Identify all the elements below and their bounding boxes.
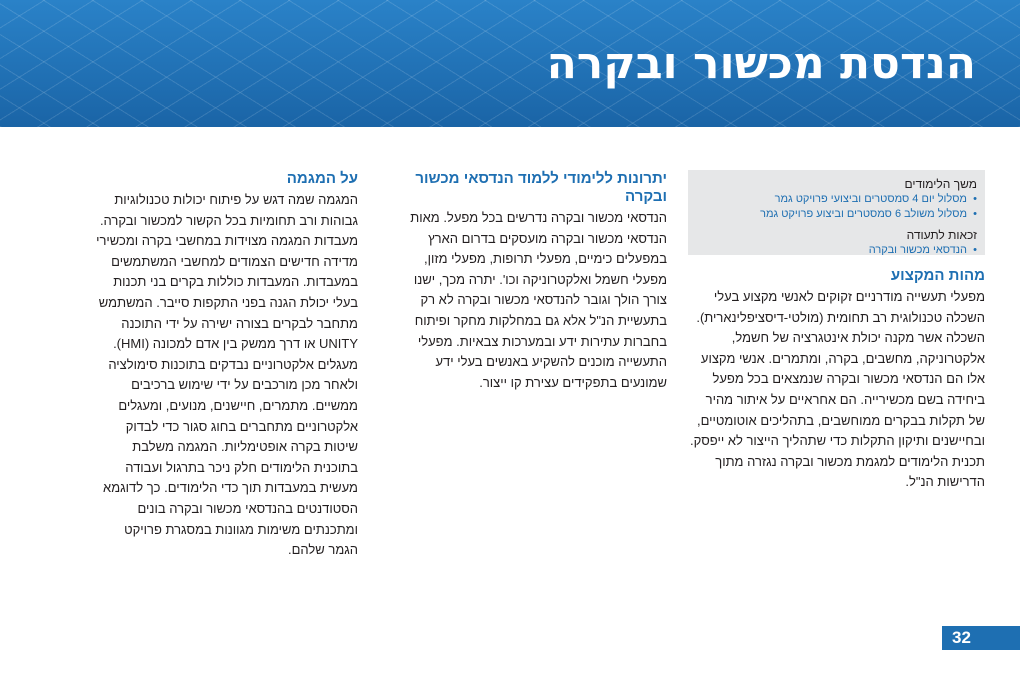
bullet-icon: • bbox=[973, 193, 977, 205]
left-column bbox=[95, 170, 358, 561]
certificate-list bbox=[696, 243, 977, 258]
right-column bbox=[688, 170, 985, 493]
page-title: הנדסת מכשור ובקרה bbox=[546, 38, 976, 89]
about-body: המגמה שמה דגש על פיתוח יכולות טכנולוגיות גבוהות ורב תחומיות בכל הקשור למכשור ובקרה. מעבדות המגמה מצוידות במחשבי בקרה ומכשירי מדידה חדישים הצמודים למחשבי המשתמשים במעבדות. המעבדות כוללות בקרים בני תכנות בעלי יכולת הגנה בפני התקפות סייבר. המשתמש מתחבר לבקרים בצורה ישירה על ידי התוכנה UNITY או דרך ממשק בין אדם למכונה (HMI). מעגלים אלקטרוניים נבדקים בתוכנות סימולציה ולאחר מכן מורכבים על ידי שימוש ברכיבים ממשיים. מתמרים, חיישנים, מנועים, ומעגלים אלקטרוניים מתחברים בחוג סגור כדי לבדוק שיטות בקרה אופטימליות. המגמה משלבת בתוכנית הלימודים חלק ניכר בתרגול ועבודה מעשית במעבדות תוך כדי הלימודים. כך לדוגמא הסטודנטים בהנדסאי מכשור ובקרה בונים ומתכנתים משימות מגוונות במסגרת פרויקט הגמר שלהם. bbox=[96, 192, 358, 558]
certificate-heading: זכאות לתעודה bbox=[906, 228, 977, 242]
duration-item bbox=[696, 207, 977, 222]
duration-item-text: מסלול יום 4 סמסטרים וביצועי פרויקט גמר bbox=[774, 193, 967, 205]
bullet-icon: • bbox=[973, 244, 977, 256]
duration-heading: משך הלימודים bbox=[904, 177, 977, 191]
advantages-heading: יתרונות ללימודי ללמוד הנדסאי מכשור ובקרה bbox=[415, 170, 667, 205]
duration-item bbox=[696, 192, 977, 207]
duration-list bbox=[696, 192, 977, 222]
advantages-body: הנדסאי מכשור ובקרה נדרשים בכל מפעל. מאות הנדסאי מכשור ובקרה מועסקים בדרום הארץ במפעלים כימיים, מפעלי תרופות, מפעלי מזון, מפעלי חשמל ואלקטרוניקה וכו'. יתרה מכך, ישנו צורך הולך וגובר להנדסאי מכשור ובקרה לא רק בתעשיית הנ"ל אלא גם במחלקות מחקר ופיתוח בחברות עתירות ידע ובמערכות צבאיות. מפעלי התעשייה מוכנים להשקיע באנשים בעלי ידע שמונעים בתפקידים עצירת קו ייצור. bbox=[410, 210, 667, 390]
bullet-icon: • bbox=[973, 208, 977, 220]
study-info-box bbox=[688, 170, 985, 255]
middle-column bbox=[405, 170, 667, 393]
header-banner bbox=[0, 0, 1020, 127]
profession-body: מפעלי תעשייה מודרניים זקוקים לאנשי מקצוע בעלי השכלה טכנולוגית רב תחומית (מולטי-דיסציפלינארית). השכלה אשר מקנה יכולת אינטגרציה של חשמל, אלקטרוניקה, מחשבים, בקרה, ומתמרים. אנשי מקצוע אלו הם הנדסאי מכשור ובקרה שנמצאים בכל מפעל ביחידה בשם מכשירייה. הם אחראיים על איתור מהיר של תקלות בבקרים ממוחשבים, בתהליכים אוטומטיים, ובחיישנים ותיקון התקלות כדי שתהליך הייצור לא ייפסק. תכנית הלימודים למגמת מכשור ובקרה נגזרה מתוך הדרישות הנ"ל. bbox=[689, 289, 985, 490]
page-number: 32 bbox=[942, 626, 1020, 650]
duration-item-text: מסלול משולב 6 סמסטרים וביצוע פרויקט גמר bbox=[760, 208, 967, 220]
profession-heading: מהות המקצוע bbox=[890, 267, 985, 284]
certificate-item-text: הנדסאי מכשור ובקרה bbox=[868, 244, 967, 256]
certificate-item bbox=[696, 243, 977, 258]
about-heading: על המגמה bbox=[286, 170, 358, 187]
